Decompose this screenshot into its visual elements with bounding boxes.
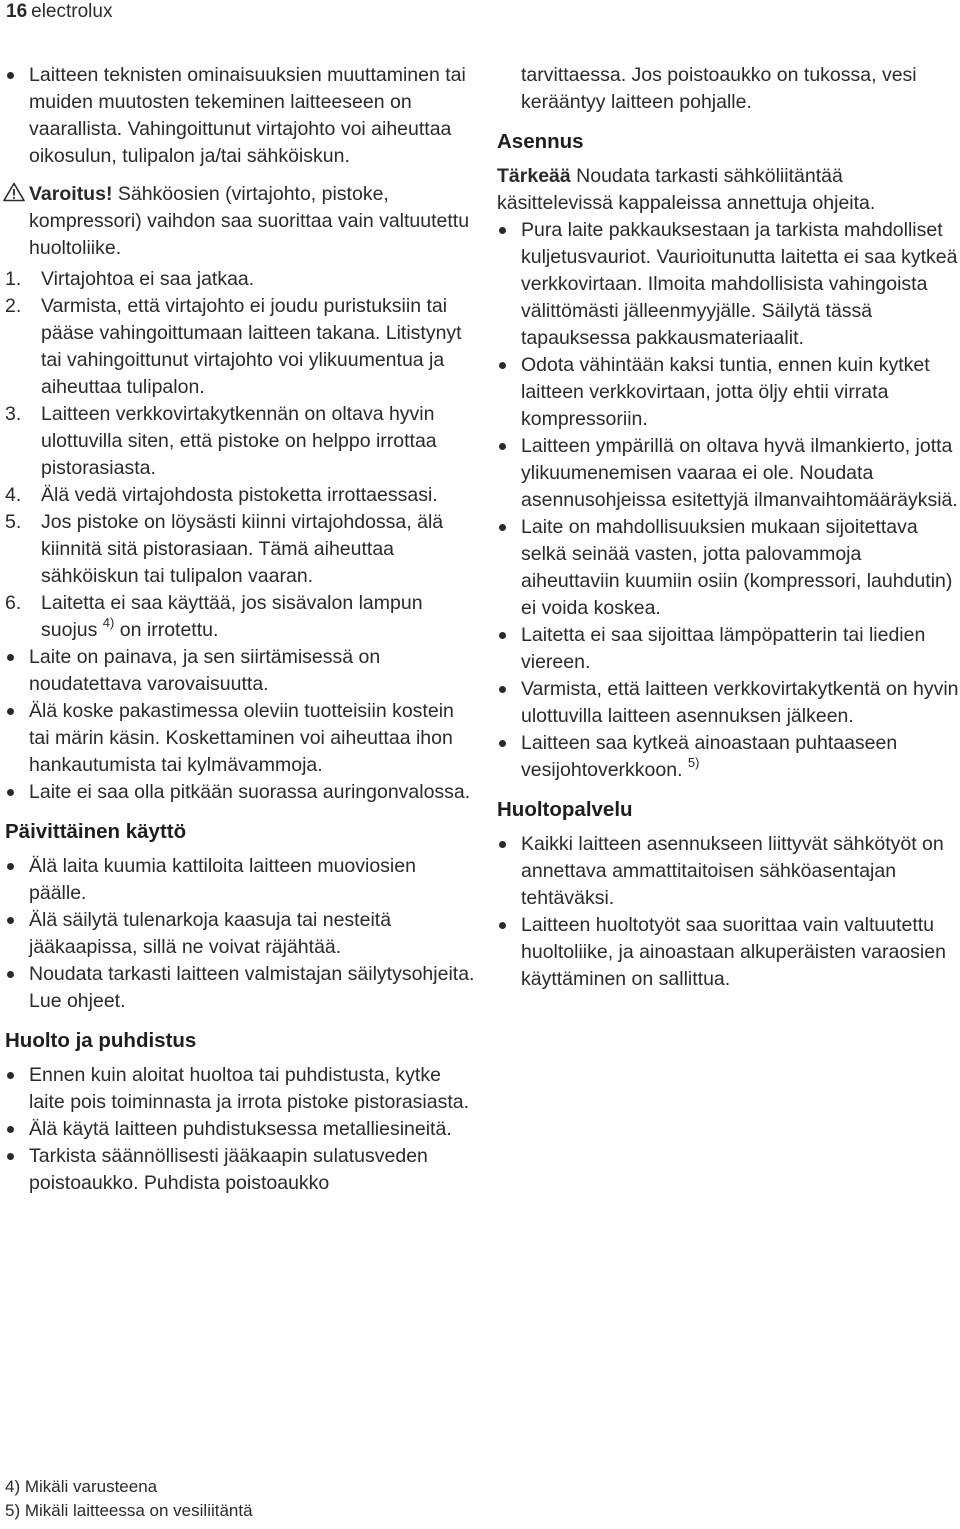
warning-block (5, 181, 475, 262)
list-item: Tarkista säännöllisesti jääkaapin sulatusveden poistoaukko. Puhdista poistoaukko (5, 1143, 475, 1197)
list-item: Laitteen ympärillä on oltava hyvä ilmankierto, jotta ylikuumenemisen vaaraa ei ole. Noudata asennusohjeissa esitettyjä ilmanvaihtomääräyksiä. (497, 433, 960, 514)
step-item: 5. Jos pistoke on löysästi kiinni virtajohdossa, älä kiinnitä sitä pistorasiaan. Tämä aiheuttaa sähköiskun tai tulipalon vaaran. (5, 511, 444, 587)
important-label: Tärkeää (497, 165, 571, 187)
safety-list-2 (5, 644, 475, 806)
safety-list (5, 62, 475, 170)
list-item: Älä käytä laitteen puhdistuksessa metalliesineitä. (5, 1116, 475, 1143)
list-item: Laite on mahdollisuuksien mukaan sijoitettava selkä seinää vasten, jotta palovammoja aiheuttaviin kuumiin osiin (kompressori, lauhdutin) ei voida koskea. (497, 514, 960, 622)
service-list (497, 831, 960, 993)
step-item: 4. Älä vedä virtajohdosta pistoketta irrottaessasi. (5, 484, 438, 506)
list-item: Älä koske pakastimessa oleviin tuotteisiin kostein tai märin käsin. Koskettaminen voi aiheuttaa ihon hankautumista tai kylmävammoja. (5, 698, 475, 779)
list-item: Ennen kuin aloitat huoltoa tai puhdistusta, kytke laite pois toiminnasta ja irrota pistoke pistorasiasta. (5, 1062, 475, 1116)
step-item: 2. Varmista, että virtajohto ei joudu puristuksiin tai pääse vahingoittumaan laitteen takana. Litistynyt tai vahingoittunut virtajohto voi ylikuumentua ja aiheuttaa tulipalon. (5, 295, 462, 398)
heading-daily-use: Päivittäinen käyttö (5, 820, 187, 843)
page-number: 16 (6, 1, 28, 22)
heading-installation: Asennus (497, 130, 584, 153)
list-item: Laitteen saa kytkeä ainoastaan puhtaaseen vesijohtoverkkoon. $^{5)}$ (497, 730, 960, 784)
step-item: 6. Laitetta ei saa käyttää, jos sisävalon lampun suojus $^{4)}$ on irrotettu. (5, 592, 423, 641)
right-column (497, 62, 960, 993)
footnote: 4) Mikäli varusteena (5, 1477, 158, 1496)
left-column (5, 62, 475, 1197)
footnote: 5) Mikäli laitteessa on vesiliitäntä (5, 1501, 253, 1520)
footnotes (5, 1475, 253, 1523)
list-item: Pura laite pakkauksestaan ja tarkista mahdolliset kuljetusvauriot. Vaurioitunutta laitetta ei saa kytkeä verkkovirtaan. Ilmoita mahdollisista vahingoista välittömästi jälleenmyyjälle. Säilytä tässä tapauksessa pakkausmateriaalit. (497, 217, 960, 352)
install-list (497, 217, 960, 784)
warning-text: Sähköosien (virtajohto, pistoke, kompressori) vaihdon saa suorittaa vain valtuutettu huoltoliike. (29, 183, 470, 259)
list-item: Laitteen teknisten ominaisuuksien muuttaminen tai muiden muutosten tekeminen laitteeseen on vaarallista. Vahingoittunut virtajohto voi aiheuttaa oikosulun, tulipalon ja/tai sähköiskun. (5, 62, 475, 170)
list-item: Laite on painava, ja sen siirtämisessä on noudatettava varovaisuutta. (5, 644, 475, 698)
list-item: Noudata tarkasti laitteen valmistajan säilytysohjeita. Lue ohjeet. (5, 961, 475, 1015)
important-note (497, 163, 960, 217)
daily-list (5, 853, 475, 1015)
step-item: 3. Laitteen verkkovirtakytkennän on oltava hyvin ulottuvilla siten, että pistoke on helppo irrottaa pistorasiasta. (5, 403, 437, 479)
list-item: Älä laita kuumia kattiloita laitteen muoviosien päälle. (5, 853, 475, 907)
list-item: Varmista, että laitteen verkkovirtakytkentä on hyvin ulottuvilla laitteen asennuksen jälkeen. (497, 676, 960, 730)
warning-label: Varoitus! (29, 183, 113, 205)
list-item: Laitetta ei saa sijoittaa lämpöpatterin tai liedien viereen. (497, 622, 960, 676)
numbered-steps (5, 266, 475, 644)
heading-service: Huoltopalvelu (497, 798, 633, 821)
list-item: Laite ei saa olla pitkään suorassa auringonvalossa. (5, 779, 475, 806)
page-header (6, 0, 112, 24)
step-item: 1. Virtajohtoa ei saa jatkaa. (5, 268, 255, 290)
warning-triangle-icon (3, 182, 25, 210)
heading-care-cleaning: Huolto ja puhdistus (5, 1029, 197, 1052)
continuation-text: tarvittaessa. Jos poistoaukko on tukossa, vesi kerääntyy laitteen pohjalle. (521, 64, 917, 113)
footnote-ref: 4) (102, 615, 115, 630)
brand-name: electrolux (31, 1, 113, 22)
list-item: Kaikki laitteen asennukseen liittyvät sähkötyöt on annettava ammattitaitoisen sähköasentajan tehtäväksi. (497, 831, 960, 912)
list-item: Älä säilytä tulenarkoja kaasuja tai nesteitä jääkaapissa, sillä ne voivat räjähtää. (5, 907, 475, 961)
important-text: Noudata tarkasti sähköliitäntää käsittelevissä kappaleissa annettuja ohjeita. (497, 165, 876, 214)
footnote-ref: 5) (687, 755, 700, 770)
list-item: Laitteen huoltotyöt saa suorittaa vain valtuutettu huoltoliike, ja ainoastaan alkuperäisten varaosien käyttäminen on sallittua. (497, 912, 960, 993)
list-item: Odota vähintään kaksi tuntia, ennen kuin kytket laitteen verkkovirtaan, jotta öljy ehtii virrata kompressoriin. (497, 352, 960, 433)
care-list (5, 1062, 475, 1197)
